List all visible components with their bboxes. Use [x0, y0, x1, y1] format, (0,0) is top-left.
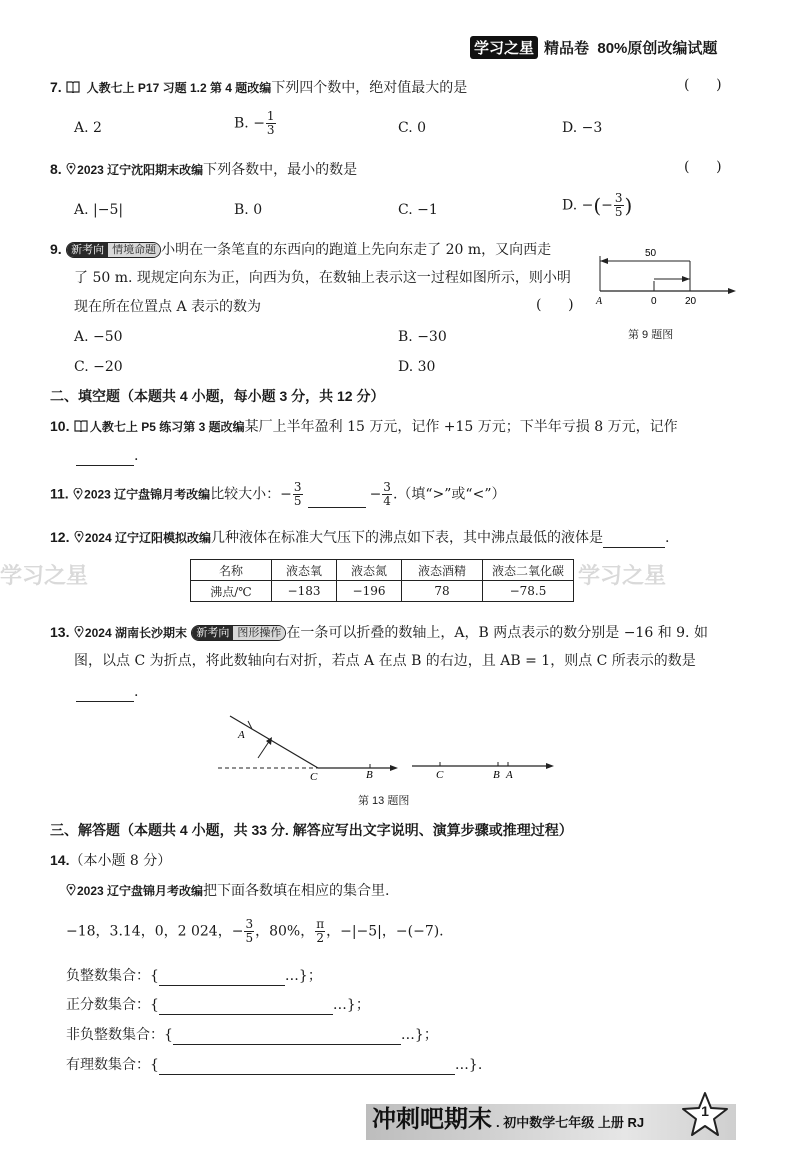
set-input[interactable] [159, 1058, 455, 1075]
location-pin-icon [73, 488, 83, 500]
fig13-label-a2: A [506, 769, 513, 781]
section-3-title: 三、解答题（本题共 4 小题，共 33 分. 解答应写出文字说明、演算步骤或推理过程） [50, 822, 573, 838]
option-c: C. −1 [398, 202, 438, 218]
set-input[interactable] [159, 998, 333, 1015]
option-c: C. 0 [398, 120, 427, 136]
question-text: 下列各数中，最小的数是 [203, 162, 358, 178]
answer-paren: ( ) [684, 159, 722, 175]
location-pin-icon [66, 163, 76, 175]
set-input[interactable] [173, 1028, 401, 1045]
set-input[interactable] [159, 969, 285, 986]
question-11: 11. 2023 辽宁盘锦月考改编比较大小：− $\frac{3}{5}$ − $\frac{3}{4}$ .（填“>”或“<”） [50, 480, 506, 508]
fig-label-0: 0 [651, 296, 657, 307]
question-14-text: 2023 辽宁盘锦月考改编把下面各数填在相应的集合里. [66, 881, 389, 901]
option-a: A. −50 [74, 329, 123, 345]
watermark-right: 学习之星 [578, 563, 667, 588]
fraction: $\frac{3}{5}$ [245, 917, 254, 945]
answer-paren: ( ) [684, 77, 722, 93]
location-pin-icon [74, 531, 84, 543]
table-row: 沸点/℃ −183 −196 78 −78.5 [191, 581, 574, 602]
question-9: 9. 新考向 情境命题 小明在一条笔直的东西向的跑道上先向东走了 20 m，又向西走 [50, 241, 552, 258]
book-icon [66, 81, 80, 93]
source-label: 2024 辽宁辽阳模拟改编 [84, 531, 211, 545]
question-9-line-2: 了 50 m. 现规定向东为正，向西为负，在数轴上表示这一过程如图所示，则小明 [74, 270, 571, 286]
footer-brand: 冲刺吧期末 [372, 1106, 492, 1133]
option-d: D. −(− $\frac{3}{5}$ ) [562, 191, 633, 219]
option-b: B. 0 [234, 202, 263, 218]
fig13-label-c2: C [436, 769, 444, 781]
question-12: 12. 2024 辽宁辽阳模拟改编几种液体在标准大气压下的沸点如下表，其中沸点最低的液体是 . [50, 529, 670, 546]
source-label: 人教七上 P5 练习第 3 题改编 [89, 420, 245, 434]
question-text: 下列四个数中，绝对值最大的是 [271, 80, 468, 96]
option-b: B. − $\frac{1}{3}$ [234, 109, 275, 137]
answer-paren: ( ) [536, 297, 574, 313]
book-icon [74, 420, 88, 432]
fig-label-50: 50 [645, 248, 657, 259]
answer-blank-11[interactable] [308, 489, 366, 508]
answer-blank-13[interactable]: . [76, 682, 138, 702]
boiling-point-table [190, 559, 574, 602]
answer-blank-10[interactable]: . [76, 446, 138, 466]
option-b: B. −30 [398, 329, 447, 345]
tag-new-direction: 新考向 情境命题 [66, 242, 161, 258]
question-13: 13. 2024 湖南长沙期末 新考向 图形操作 在一条可以折叠的数轴上，A，B 两点表示的数分别是 −16 和 9. 如 [50, 624, 708, 641]
fraction: $\frac{3}{4}$ [383, 480, 391, 508]
figure-13-caption: 第 13 题图 [358, 795, 410, 807]
option-d: D. −3 [562, 120, 603, 136]
number-list: −18，3.14，0，2 024，− $\frac{3}{5}$ ，80%， $\frac{\pi}{2}$ ，−|−5|，−(−7). [66, 917, 444, 945]
header-title: 精品卷 80%原创改编试题 [544, 39, 718, 57]
source-label: 2023 辽宁盘锦月考改编 [77, 884, 204, 898]
figure-9-caption: 第 9 题图 [628, 329, 674, 341]
watermark-left: 学习之星 [0, 563, 89, 588]
footer-subtitle: . 初中数学七年级 上册 RJ [496, 1115, 645, 1130]
set-negative-integer: 负整数集合：{ …}； [66, 968, 322, 984]
question-8: 8. 2023 辽宁沈阳期末改编下列各数中，最小的数是 [50, 161, 358, 178]
source-label: 2023 辽宁盘锦月考改编 [84, 487, 211, 502]
fig-label-a: A [596, 296, 603, 307]
section-2-title: 二、填空题（本题共 4 小题，每小题 3 分，共 12 分） [50, 388, 385, 404]
location-pin-icon [66, 884, 76, 896]
fraction: $\frac{3}{5}$ [614, 191, 623, 219]
question-7: 7. 人教七上 P17 习题 1.2 第 4 题改编下列四个数中，绝对值最大的是 [50, 79, 468, 96]
fig13-label-b2: B [493, 769, 500, 781]
page-number: 1 [701, 1103, 709, 1119]
option-a: A. |−5| [74, 202, 124, 218]
figure-9 [590, 236, 740, 314]
tag-new-direction: 新考向 图形操作 [191, 625, 286, 641]
source-label: 人教七上 P17 习题 1.2 第 4 题改编 [86, 81, 272, 95]
option-a: A. 2 [74, 120, 102, 136]
set-positive-fraction: 正分数集合：{ …}； [66, 997, 370, 1013]
set-rational: 有理数集合：{ …}. [66, 1057, 483, 1073]
fig13-label-c: C [310, 771, 318, 782]
table-header-row: 名称 液态氧 液态氮 液态酒精 液态二氧化碳 [191, 560, 574, 581]
fig13-label-b: B [366, 769, 373, 781]
location-pin-icon [74, 626, 84, 638]
answer-blank-12[interactable] [603, 529, 665, 548]
fig-label-20: 20 [685, 296, 697, 307]
question-14: 14.（本小题 8 分） [50, 852, 172, 869]
header [470, 36, 717, 58]
source-label: 2023 辽宁沈阳期末改编 [77, 163, 204, 177]
header-logo: 学习之星 [470, 36, 538, 59]
question-9-line-3: 现在所在位置点 A 表示的数为 [74, 299, 262, 315]
question-10: 10. 人教七上 P5 练习第 3 题改编某厂上半年盈利 15 万元，记作 +15 万元；下半年亏损 8 万元，记作 [50, 418, 678, 435]
question-13-line-2: 图，以点 C 为折点，将此数轴向右对折，若点 A 在点 B 的右边，且 AB = 1，则点 C 所表示的数是 [74, 653, 696, 669]
fraction: $\frac{\pi}{2}$ [316, 917, 325, 945]
fraction: $\frac{3}{5}$ [293, 480, 302, 508]
source-label: 2024 湖南长沙期末 [84, 626, 187, 640]
option-c: C. −20 [74, 359, 123, 375]
fig13-label-a: A [238, 729, 245, 741]
figure-13 [210, 708, 560, 782]
set-non-negative-integer: 非负整数集合：{ …}； [66, 1027, 438, 1043]
option-d: D. 30 [398, 359, 436, 375]
fraction: $\frac{1}{3}$ [266, 109, 275, 137]
